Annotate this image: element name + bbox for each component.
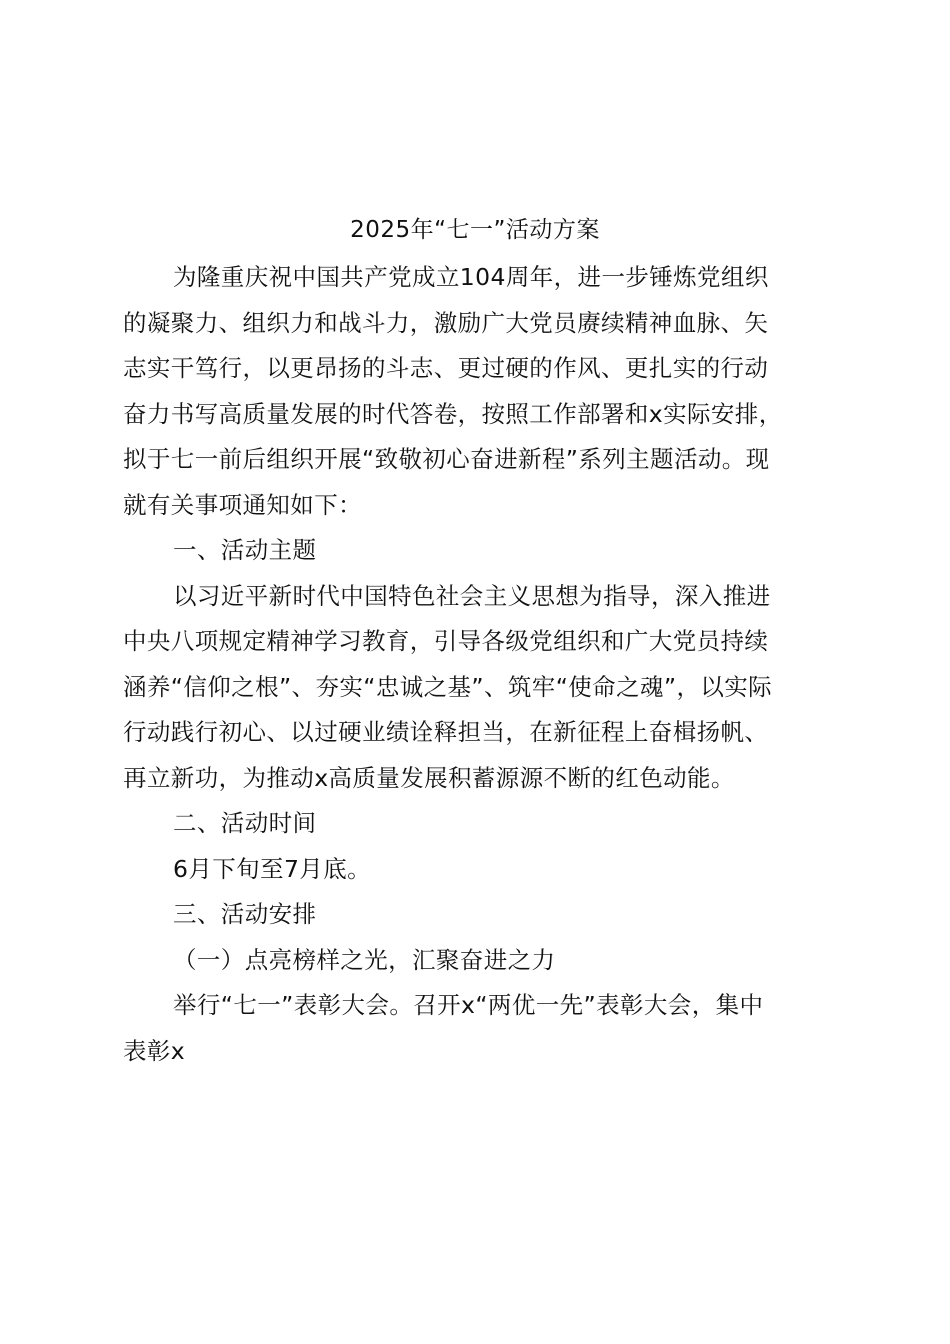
paragraph-line: 举行“七一”表彰大会。召开x“两优一先”表彰大会，集中 <box>173 991 764 1019</box>
paragraph-line: 志实干笃行，以更昂扬的斗志、更过硬的作风、更扎实的行动 <box>123 354 769 382</box>
paragraph-line: 6月下旬至7月底。 <box>173 854 372 883</box>
section-heading: 二、活动时间 <box>173 809 317 837</box>
paragraph-line: 再立新功，为推动x高质量发展积蓄源源不断的红色动能。 <box>123 763 735 792</box>
paragraph-line: 涵养“信仰之根”、夯实“忠诚之基”、筑牢“使命之魂”，以实际 <box>123 672 773 701</box>
document-title: 2025年“七一”活动方案 <box>350 217 600 243</box>
section-heading: 三、活动安排 <box>173 900 317 928</box>
paragraph-line: 奋力书写高质量发展的时代答卷，按照工作部署和x实际安排， <box>123 399 783 428</box>
paragraph-line: 以习近平新时代中国特色社会主义思想为指导，深入推进 <box>173 581 771 610</box>
paragraph-line: 就有关事项通知如下： <box>123 490 362 519</box>
paragraph-line: 拟于七一前后组织开展“致敬初心奋进新程”系列主题活动。现 <box>123 445 770 473</box>
paragraph-line: 中央八项规定精神学习教育，引导各级党组织和广大党员持续 <box>123 627 769 655</box>
paragraph-line: 为隆重庆祝中国共产党成立104周年，进一步锤炼党组织 <box>173 263 769 291</box>
paragraph-line: 行动践行初心、以过硬业绩诠释担当，在新征程上奋楫扬帆、 <box>123 718 769 746</box>
subsection-heading: （一）点亮榜样之光，汇聚奋进之力 <box>173 945 556 974</box>
document-body <box>123 255 835 1074</box>
section-heading: 一、活动主题 <box>173 536 317 564</box>
paragraph-line: 表彰x <box>123 1036 186 1065</box>
paragraph-line: 的凝聚力、组织力和战斗力，激励广大党员赓续精神血脉、矢 <box>123 308 769 337</box>
